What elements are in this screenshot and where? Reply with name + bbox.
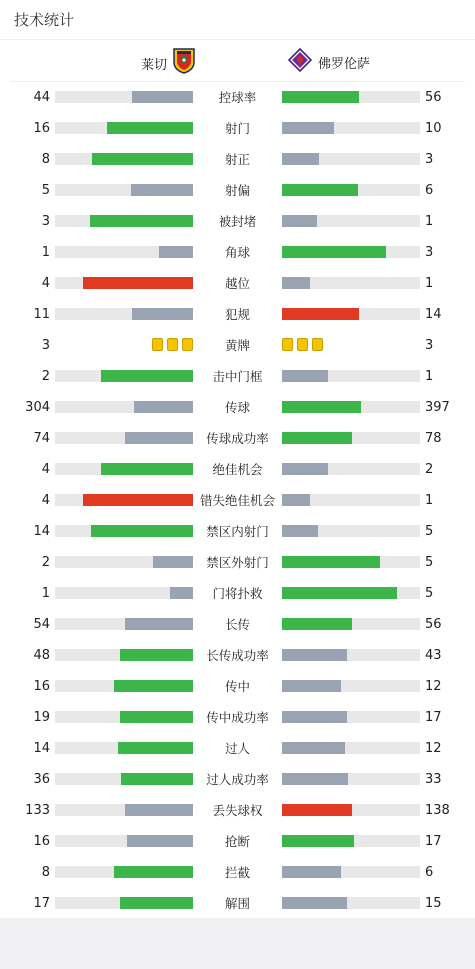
stat-label: 射门 — [224, 121, 250, 136]
home-bar-track — [55, 401, 193, 413]
away-bar-fill — [282, 494, 310, 506]
away-value: 5 — [425, 524, 434, 539]
yellow-card-icon — [297, 338, 308, 351]
stat-label: 过人 — [224, 741, 250, 756]
home-value: 36 — [33, 772, 50, 787]
stat-label: 黄牌 — [224, 338, 250, 353]
away-bar-track — [282, 370, 420, 382]
home-team[interactable] — [141, 48, 195, 78]
home-bar-track — [55, 773, 193, 785]
home-bar-fill — [114, 866, 193, 878]
away-team[interactable] — [288, 48, 370, 76]
home-value: 14 — [33, 524, 50, 539]
yellow-card-icon — [312, 338, 323, 351]
home-bar-fill — [83, 494, 193, 506]
away-team-name: 佛罗伦萨 — [318, 56, 371, 72]
yellow-card-icon — [282, 338, 293, 351]
away-bar-track — [282, 680, 420, 692]
stat-label: 绝佳机会 — [212, 462, 263, 477]
away-bar-fill — [282, 587, 397, 599]
away-bar-fill — [282, 897, 347, 909]
away-bar-track — [282, 556, 420, 568]
stat-row — [0, 82, 475, 113]
yellow-card-icon — [167, 338, 178, 351]
home-bar-fill — [131, 184, 193, 196]
away-value: 6 — [425, 865, 434, 880]
stat-row — [0, 516, 475, 547]
home-bar-track — [55, 122, 193, 134]
away-value: 5 — [425, 555, 434, 570]
stat-row — [0, 826, 475, 857]
home-bar-track — [55, 897, 193, 909]
away-bar-fill — [282, 215, 317, 227]
home-value: 5 — [41, 183, 50, 198]
away-value: 17 — [425, 710, 442, 725]
away-bar-track — [282, 835, 420, 847]
home-bar-track — [55, 525, 193, 537]
home-value: 74 — [33, 431, 50, 446]
home-value: 11 — [33, 307, 50, 322]
away-bar-track — [282, 153, 420, 165]
stat-row — [0, 144, 475, 175]
away-bar-fill — [282, 432, 352, 444]
home-bar-track — [55, 246, 193, 258]
away-bar-fill — [282, 804, 352, 816]
away-bar-fill — [282, 463, 328, 475]
away-bar-track — [282, 742, 420, 754]
stat-label: 过人成功率 — [206, 772, 269, 787]
stat-label: 角球 — [224, 245, 250, 260]
home-bar-track — [55, 308, 193, 320]
stat-label: 长传成功率 — [206, 648, 269, 663]
home-value: 4 — [41, 493, 50, 508]
away-bar-track — [282, 649, 420, 661]
home-bar-fill — [101, 463, 193, 475]
home-bar-track — [55, 587, 193, 599]
home-value: 3 — [41, 338, 50, 353]
stat-row — [0, 361, 475, 392]
home-bar-fill — [125, 804, 193, 816]
home-value: 16 — [33, 679, 50, 694]
away-bar-track — [282, 587, 420, 599]
away-bar-track — [282, 91, 420, 103]
stat-row — [0, 330, 475, 361]
home-value: 44 — [33, 90, 50, 105]
stat-row — [0, 206, 475, 237]
home-value: 4 — [41, 462, 50, 477]
home-bar-fill — [159, 246, 194, 258]
home-bar-fill — [92, 153, 193, 165]
home-value: 14 — [33, 741, 50, 756]
stat-label: 传中成功率 — [206, 710, 269, 725]
stat-row — [0, 113, 475, 144]
lecce-badge-icon — [173, 48, 195, 78]
home-value: 2 — [41, 369, 50, 384]
home-value: 16 — [33, 121, 50, 136]
stat-label: 长传 — [224, 617, 250, 632]
home-bar-fill — [120, 711, 193, 723]
away-bar-track — [282, 866, 420, 878]
home-bar-track — [55, 494, 193, 506]
away-bar-track — [282, 432, 420, 444]
stat-row — [0, 764, 475, 795]
away-bar-fill — [282, 711, 347, 723]
away-bar-fill — [282, 525, 318, 537]
home-bar-fill — [120, 649, 193, 661]
away-bar-track — [282, 463, 420, 475]
away-bar-fill — [282, 556, 380, 568]
away-value: 12 — [425, 679, 442, 694]
away-value: 2 — [425, 462, 434, 477]
home-value: 8 — [41, 152, 50, 167]
away-value: 1 — [425, 214, 434, 229]
stat-label: 错失绝佳机会 — [199, 493, 275, 508]
away-bar-fill — [282, 246, 386, 258]
home-bar-fill — [107, 122, 193, 134]
away-bar-fill — [282, 370, 328, 382]
away-value: 397 — [425, 400, 450, 415]
away-value: 43 — [425, 648, 442, 663]
stat-label: 传球成功率 — [206, 431, 269, 446]
home-bar-fill — [114, 680, 193, 692]
stat-row — [0, 640, 475, 671]
away-bar-fill — [282, 680, 341, 692]
home-bar-track — [55, 649, 193, 661]
away-value: 3 — [425, 338, 434, 353]
home-bar-track — [55, 618, 193, 630]
stat-label: 传球 — [224, 400, 250, 415]
home-bar-track — [55, 742, 193, 754]
stat-label: 犯规 — [224, 307, 250, 322]
stat-row — [0, 454, 475, 485]
away-bar-track — [282, 494, 420, 506]
yellow-card-icon — [182, 338, 193, 351]
away-bar-fill — [282, 122, 334, 134]
away-value: 14 — [425, 307, 442, 322]
stat-label: 被封堵 — [218, 214, 257, 229]
stat-label: 传中 — [224, 679, 250, 694]
home-bar-track — [55, 804, 193, 816]
stat-row — [0, 547, 475, 578]
home-value: 304 — [25, 400, 50, 415]
home-bar-fill — [101, 370, 193, 382]
away-bar-track — [282, 618, 420, 630]
stat-row — [0, 609, 475, 640]
home-value: 54 — [33, 617, 50, 632]
home-value: 1 — [41, 245, 50, 260]
yellow-card-icon — [152, 338, 163, 351]
stat-row — [0, 237, 475, 268]
away-value: 1 — [425, 276, 434, 291]
home-value: 17 — [33, 896, 50, 911]
away-bar-track — [282, 246, 420, 258]
home-bar-track — [55, 556, 193, 568]
home-bar-track — [55, 153, 193, 165]
away-value: 78 — [425, 431, 442, 446]
home-bar-fill — [90, 215, 194, 227]
away-bar-track — [282, 525, 420, 537]
home-bar-fill — [132, 91, 193, 103]
stat-row — [0, 299, 475, 330]
stat-label: 禁区内射门 — [206, 524, 269, 539]
away-bar-fill — [282, 184, 358, 196]
away-value: 6 — [425, 183, 434, 198]
home-bar-fill — [120, 897, 193, 909]
home-bar-fill — [121, 773, 193, 785]
away-value: 17 — [425, 834, 442, 849]
stat-row — [0, 423, 475, 454]
away-bar-track — [282, 277, 420, 289]
away-bar-fill — [282, 308, 359, 320]
home-bar-fill — [91, 525, 193, 537]
away-value: 3 — [425, 152, 434, 167]
stats-list — [0, 82, 475, 919]
home-bar-fill — [125, 618, 193, 630]
fiorentina-badge-icon — [288, 48, 312, 76]
stat-row — [0, 392, 475, 423]
home-value: 1 — [41, 586, 50, 601]
away-bar-track — [282, 897, 420, 909]
home-bar-fill — [134, 401, 193, 413]
home-value: 3 — [41, 214, 50, 229]
away-bar-track — [282, 773, 420, 785]
home-bar-track — [55, 463, 193, 475]
home-value: 16 — [33, 834, 50, 849]
home-bar-track — [55, 711, 193, 723]
away-bar-fill — [282, 401, 361, 413]
away-bar-fill — [282, 277, 310, 289]
stat-label: 丢失球权 — [212, 803, 263, 818]
home-bar-track — [55, 432, 193, 444]
away-value: 15 — [425, 896, 442, 911]
away-bar-track — [282, 308, 420, 320]
away-bar-track — [282, 184, 420, 196]
home-value: 4 — [41, 276, 50, 291]
home-value: 48 — [33, 648, 50, 663]
home-bar-track — [55, 370, 193, 382]
stat-label: 击中门框 — [212, 369, 263, 384]
away-bar-fill — [282, 773, 348, 785]
away-value: 3 — [425, 245, 434, 260]
home-bar-track — [55, 866, 193, 878]
stat-row — [0, 578, 475, 609]
away-bar-track — [282, 401, 420, 413]
stat-label: 越位 — [224, 276, 250, 291]
home-bar-track — [55, 215, 193, 227]
home-bar-fill — [127, 835, 193, 847]
away-bar-fill — [282, 91, 359, 103]
home-bar-track — [55, 835, 193, 847]
home-value: 19 — [33, 710, 50, 725]
stat-row — [0, 671, 475, 702]
away-bar-track — [282, 711, 420, 723]
home-bar-fill — [125, 432, 193, 444]
stat-label: 抢断 — [224, 834, 250, 849]
away-bar-fill — [282, 835, 354, 847]
away-bar-track — [282, 122, 420, 134]
home-yellow-cards — [152, 338, 193, 351]
stat-label: 拦截 — [224, 865, 250, 880]
home-bar-fill — [170, 587, 193, 599]
away-bar-track — [282, 804, 420, 816]
stat-row — [0, 857, 475, 888]
stat-label: 射偏 — [224, 183, 250, 198]
stat-row — [0, 268, 475, 299]
home-bar-fill — [153, 556, 193, 568]
teams-header — [10, 40, 465, 82]
home-value: 2 — [41, 555, 50, 570]
home-bar-track — [55, 91, 193, 103]
page-title: 技术统计 — [0, 0, 475, 40]
away-yellow-cards — [282, 338, 323, 351]
stat-row — [0, 702, 475, 733]
home-bar-fill — [132, 308, 193, 320]
away-value: 5 — [425, 586, 434, 601]
stat-label: 解围 — [224, 896, 250, 911]
home-bar-fill — [118, 742, 193, 754]
away-bar-track — [282, 215, 420, 227]
away-value: 10 — [425, 121, 442, 136]
home-team-name: 莱切 — [140, 57, 167, 73]
stat-label: 禁区外射门 — [206, 555, 269, 570]
away-value: 33 — [425, 772, 442, 787]
away-value: 1 — [425, 493, 434, 508]
away-value: 56 — [425, 617, 442, 632]
away-bar-fill — [282, 618, 352, 630]
away-bar-fill — [282, 742, 345, 754]
away-bar-fill — [282, 153, 319, 165]
home-value: 133 — [25, 803, 50, 818]
away-bar-fill — [282, 649, 347, 661]
away-value: 138 — [425, 803, 450, 818]
home-bar-track — [55, 277, 193, 289]
home-bar-fill — [83, 277, 193, 289]
away-bar-fill — [282, 866, 341, 878]
home-bar-track — [55, 184, 193, 196]
stat-row — [0, 485, 475, 516]
stat-label: 控球率 — [218, 90, 257, 105]
stat-row — [0, 795, 475, 826]
stat-row — [0, 888, 475, 919]
home-bar-track — [55, 680, 193, 692]
stat-label: 门将扑救 — [212, 586, 263, 601]
stat-row — [0, 175, 475, 206]
home-value: 8 — [41, 865, 50, 880]
away-value: 56 — [425, 90, 442, 105]
stat-row — [0, 733, 475, 764]
away-value: 1 — [425, 369, 434, 384]
away-value: 12 — [425, 741, 442, 756]
stat-label: 射正 — [224, 152, 250, 167]
